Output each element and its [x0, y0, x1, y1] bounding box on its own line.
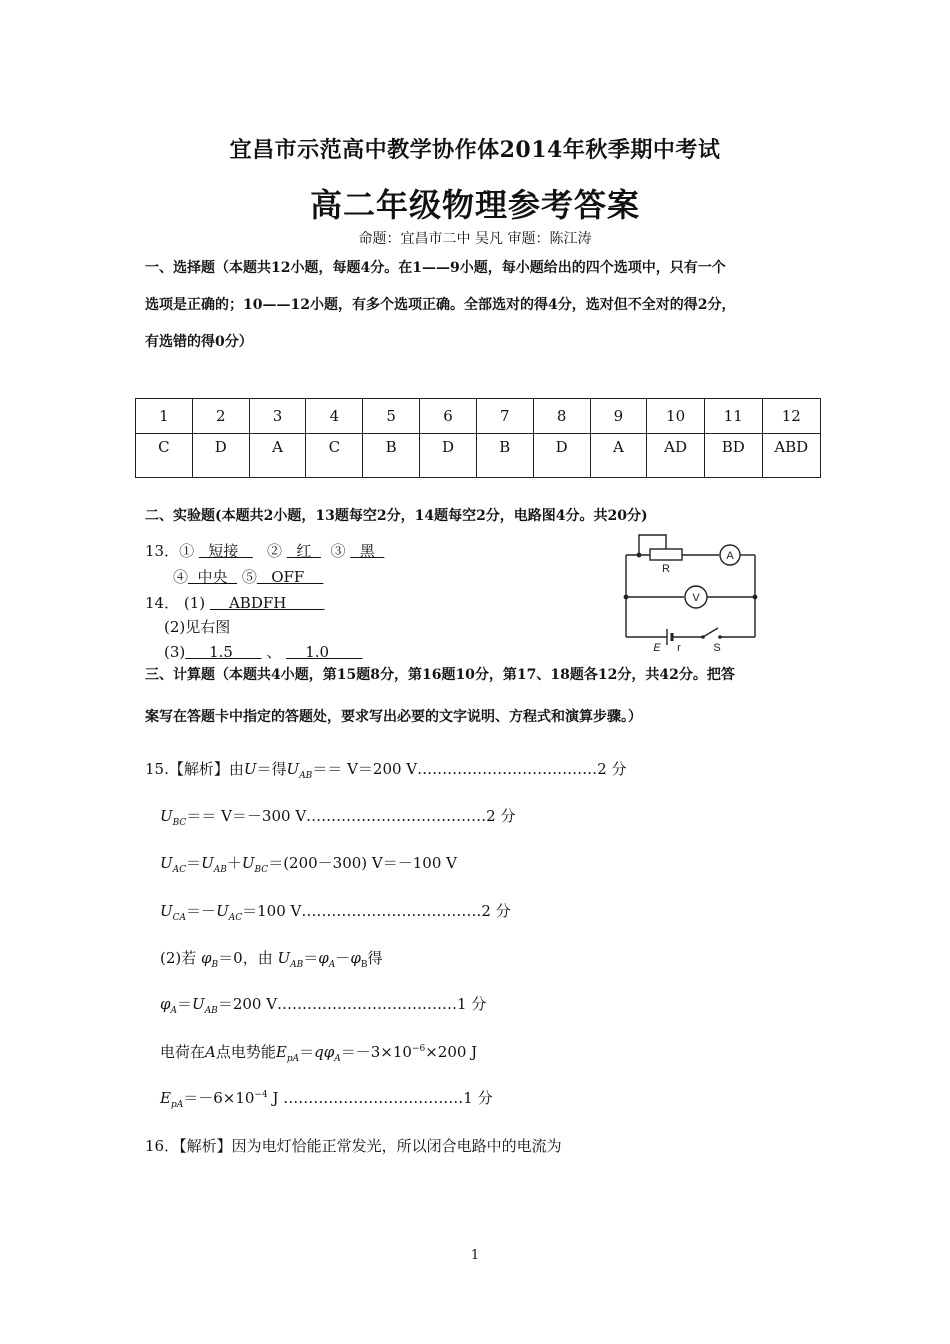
answer-table-answers-row — [136, 434, 821, 478]
q15-line2 — [160, 805, 515, 828]
table-cell: 12 — [762, 399, 820, 434]
subscript: A — [334, 1054, 341, 1064]
answer-key-title: 高二年级物理参考答案 — [309, 186, 640, 224]
table-cell: 11 — [704, 399, 762, 434]
table-cell: B — [476, 434, 533, 478]
table-cell: D — [533, 434, 590, 478]
section3-line1: 三、计算题（本题共4小题，第15题8分，第16题10分，第17、18题各12分，共42分。把答 — [145, 667, 735, 683]
text: ＝－3×10 — [340, 1043, 412, 1061]
table-cell: 7 — [476, 399, 533, 434]
subscript: AB — [213, 865, 227, 875]
var-e: E — [275, 1043, 287, 1061]
text: ＝(200－300) V＝－100 V — [268, 854, 457, 872]
subscript: A — [170, 1006, 178, 1016]
subscript: AC — [172, 865, 187, 875]
var-u: U — [241, 854, 255, 872]
table-cell: B — [363, 434, 420, 478]
text: 点电势能 — [215, 1043, 276, 1061]
label-v: V — [692, 592, 700, 604]
answer-table — [135, 398, 821, 478]
junction-dot — [637, 553, 642, 558]
var-phi: φ — [350, 949, 361, 967]
q13-answer-2: 红 — [286, 542, 321, 560]
q14-label: 14． — [145, 594, 180, 612]
label-internal-r: r — [677, 642, 681, 654]
table-cell: 10 — [647, 399, 705, 434]
q14-part2: (2)见右图 — [164, 618, 231, 636]
q14-part1: (1) — [183, 594, 206, 612]
text: (2)若 — [160, 949, 202, 967]
subscript: CA — [172, 913, 187, 923]
q13-line2 — [173, 566, 323, 587]
authors-line: 命题：宜昌市二中 吴凡 审题：陈江涛 — [358, 231, 592, 247]
var-u: U — [216, 902, 229, 920]
table-cell: 8 — [533, 399, 590, 434]
q15-line5 — [160, 947, 382, 970]
text: ＝得 — [256, 760, 287, 778]
label-s: S — [713, 642, 721, 654]
text: ＝100 V………………………………2 分 — [242, 902, 511, 920]
section2-header: 二、实验题(本题共2小题，13题每空2分，14题每空2分，电路图4分。共20分) — [145, 508, 648, 524]
circle-5: ⑤ — [241, 568, 257, 586]
label-e: E — [653, 642, 661, 654]
superscript: −6 — [411, 1044, 426, 1054]
subscript: AB — [299, 771, 313, 781]
table-cell: 1 — [136, 399, 193, 434]
table-cell: C — [306, 434, 363, 478]
page-number: 1 — [470, 1248, 480, 1263]
var-u: U — [160, 854, 173, 872]
var-q-phi: qφ — [314, 1043, 335, 1061]
table-cell: 5 — [363, 399, 420, 434]
section1-line2: 选项是正确的；10——12小题，有多个选项正确。全部选对的得4分，选对但不全对的得2分， — [145, 297, 736, 313]
text: 电荷在 — [160, 1043, 206, 1061]
q14-answer-3b: 1.0 — [286, 643, 363, 661]
table-cell: 3 — [249, 399, 306, 434]
exam-title: 宜昌市示范高中教学协作体2014年秋季期中考试 — [229, 137, 721, 163]
q15-line1 — [145, 758, 626, 781]
var-u: U — [277, 949, 291, 967]
q15-line3 — [160, 852, 457, 875]
text: ＋ — [226, 854, 242, 872]
text: ＝＝ V＝200 V………………………………2 分 — [312, 760, 627, 778]
section1-line3: 有选错的得0分） — [145, 334, 253, 350]
q15-line6 — [160, 993, 486, 1016]
q14-answer-1: ABDFH — [209, 594, 325, 612]
text: ＝＝ V＝－300 V………………………………2 分 — [186, 807, 516, 825]
circle-3: ③ — [330, 542, 346, 560]
q13-answer-5: OFF — [256, 568, 324, 586]
q13-answer-3: 黑 — [350, 542, 385, 560]
text: 得 — [367, 949, 383, 967]
text: ＝0，由 — [218, 949, 278, 967]
table-cell: ABD — [762, 434, 820, 478]
text: － — [335, 949, 351, 967]
subscript: pA — [286, 1054, 300, 1064]
superscript: −4 — [254, 1090, 268, 1100]
switch-icon — [703, 628, 718, 637]
var-phi: φ — [160, 995, 171, 1013]
circle-1: ① — [179, 542, 195, 560]
subscript: B — [211, 960, 219, 970]
text: ＝ — [303, 949, 319, 967]
answer-table-numbers-row — [136, 399, 821, 434]
q16-line1: 16．【解析】因为电灯恰能正常发光，所以闭合电路中的电流为 — [145, 1137, 562, 1155]
text: ＝ — [186, 854, 202, 872]
q13-line1 — [145, 540, 384, 561]
var-e: E — [160, 1089, 171, 1107]
text: ＝ — [177, 995, 193, 1013]
q15-line8 — [160, 1087, 493, 1110]
var-u: U — [286, 760, 300, 778]
table-cell: 2 — [192, 399, 249, 434]
table-cell: 4 — [306, 399, 363, 434]
section3-line2: 案写在答题卡中指定的答题处，要求写出必要的文字说明、方程式和演算步骤。） — [145, 709, 642, 725]
q13-answer-1: 短接 — [198, 542, 253, 560]
table-cell: D — [192, 434, 249, 478]
q14-part3: (3) — [164, 643, 186, 661]
var-phi: φ — [201, 949, 212, 967]
table-cell: AD — [647, 434, 705, 478]
circle-4: ④ — [173, 568, 189, 586]
rheostat-r — [650, 549, 682, 560]
var-phi: φ — [318, 949, 329, 967]
text: 15.【解析】由 — [145, 760, 244, 778]
circle-2: ② — [267, 542, 283, 560]
junction-dot — [753, 595, 758, 600]
label-r: R — [662, 563, 670, 575]
q15-line4 — [160, 900, 511, 923]
subscript: B — [360, 960, 368, 970]
q13-answer-4: 中央 — [188, 568, 238, 586]
table-cell: C — [136, 434, 193, 478]
q13-label: 13． — [145, 542, 180, 560]
var-u: U — [201, 854, 214, 872]
table-cell: BD — [704, 434, 762, 478]
q14-answer-3a: 1.5 — [185, 643, 262, 661]
circuit-diagram — [615, 530, 765, 655]
var-u: U — [160, 902, 173, 920]
table-cell: D — [420, 434, 477, 478]
text: ＝ — [299, 1043, 315, 1061]
var-u: U — [160, 807, 173, 825]
var-a: A — [205, 1043, 216, 1061]
q14-separator: 、 — [266, 643, 282, 661]
subscript: pA — [170, 1100, 184, 1110]
text: ×200 J — [425, 1043, 478, 1061]
var-u: U — [192, 995, 205, 1013]
text: J ………………………………1 分 — [267, 1089, 493, 1107]
subscript: BC — [254, 865, 269, 875]
text: ＝－ — [186, 902, 217, 920]
subscript: AB — [290, 960, 304, 970]
text: ＝200 V………………………………1 分 — [217, 995, 487, 1013]
subscript: AB — [204, 1006, 218, 1016]
label-a: A — [726, 550, 734, 562]
text: ＝－6×10 — [183, 1089, 255, 1107]
junction-dot — [624, 595, 629, 600]
subscript: A — [328, 960, 336, 970]
table-cell: A — [590, 434, 647, 478]
table-cell: A — [249, 434, 306, 478]
switch-contact — [718, 635, 722, 639]
var-u: U — [243, 760, 257, 778]
q14-line1 — [145, 592, 325, 613]
rheostat-slider — [639, 535, 666, 555]
table-cell: 6 — [420, 399, 477, 434]
switch-contact — [701, 635, 705, 639]
table-cell: 9 — [590, 399, 647, 434]
subscript: AC — [228, 913, 243, 923]
q15-line7 — [160, 1041, 477, 1064]
subscript: BC — [172, 818, 187, 828]
section1-line1: 一、选择题（本题共12小题，每题4分。在1——9小题，每小题给出的四个选项中，只有一个 — [145, 260, 726, 276]
